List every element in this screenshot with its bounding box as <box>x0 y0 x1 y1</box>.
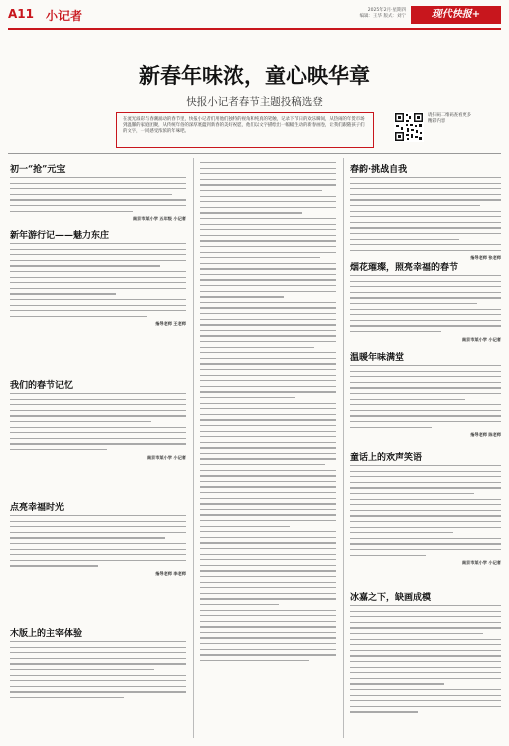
article-title: 点亮幸福时光 <box>10 503 65 513</box>
article-4 <box>10 500 186 577</box>
article-10 <box>350 590 501 717</box>
page-header <box>8 6 501 30</box>
article-byline: 南京市某小学 小记者 <box>146 454 186 460</box>
article-title: 初一“抢”元宝 <box>10 165 66 175</box>
editor-line: 编辑：王华 版式：刘宁 <box>359 14 406 19</box>
article-continuation <box>200 162 336 665</box>
article-body <box>10 515 186 567</box>
qr-code-icon[interactable] <box>394 112 424 142</box>
article-byline: 指导老师 李老师 <box>155 570 186 576</box>
article-3 <box>10 378 186 460</box>
intro-box <box>116 112 374 148</box>
intro-text: 在流光溢彩与春潮涌动的春节里，快报小记者们用他们独特的视角和纯真的笔触，记录下节日的欢乐瞬间，从热闹的年货市场到温馨的家庭团聚，从传统年俗的深厚底蕴到新春的美好祝愿，他们以文字描绘出一幅幅生动的新春画卷，让我们跟随孩子们的文字，一同感受浓浓的年味吧。 <box>123 117 365 135</box>
article-body <box>350 275 501 332</box>
article-5 <box>10 626 186 703</box>
article-byline: 南京市某小学 五年级 小记者 <box>132 216 186 222</box>
date-info <box>346 8 406 20</box>
article-byline: 南京市某小学 小记者 <box>461 560 501 566</box>
article-byline: 南京市某小学 小记者 <box>461 336 501 342</box>
article-body <box>10 177 186 212</box>
date-line: 2025年2月·星期四 <box>367 8 406 13</box>
column-rule <box>343 158 344 738</box>
section-name: 小记者 <box>46 9 83 23</box>
article-body <box>350 465 501 556</box>
article-7 <box>350 260 501 342</box>
article-title: 烟花璀璨，照亮幸福的春节 <box>350 263 459 273</box>
article-body <box>10 641 186 698</box>
article-title: 温暖年味满堂 <box>350 353 405 363</box>
article-body <box>350 605 501 713</box>
article-body <box>350 177 501 251</box>
article-body <box>350 365 501 428</box>
page-number: A11 <box>8 7 34 21</box>
article-byline: 指导老师 陈老师 <box>470 432 501 438</box>
qr-caption: 请扫码二维码查看更多精彩内容 <box>428 113 471 124</box>
article-9 <box>350 450 501 566</box>
page-subheadline: 快报小记者春节主题投稿选登 <box>186 96 323 108</box>
article-title: 木版上的主宰体验 <box>10 629 83 639</box>
article-byline: 指导老师 张老师 <box>470 255 501 261</box>
section-divider <box>8 153 501 154</box>
article-title: 新年游行记——魅力东庄 <box>10 231 110 241</box>
article-1 <box>10 162 186 222</box>
article-title: 春韵·挑战自我 <box>350 165 408 175</box>
brand-logo: 现代快报+ <box>411 6 501 24</box>
article-title: 冰嘉之下，缺画成模 <box>350 593 432 603</box>
article-6 <box>350 162 501 261</box>
article-byline: 指导老师 王老师 <box>155 321 186 327</box>
article-body <box>10 243 186 317</box>
page-headline: 新春年味浓，童心映华章 <box>139 63 370 88</box>
article-2 <box>10 228 186 327</box>
article-title: 童话上的欢声笑语 <box>350 453 423 463</box>
article-body <box>200 162 336 661</box>
article-8 <box>350 350 501 438</box>
article-title: 我们的春节记忆 <box>10 381 74 391</box>
column-rule <box>193 158 194 738</box>
article-body <box>10 393 186 450</box>
